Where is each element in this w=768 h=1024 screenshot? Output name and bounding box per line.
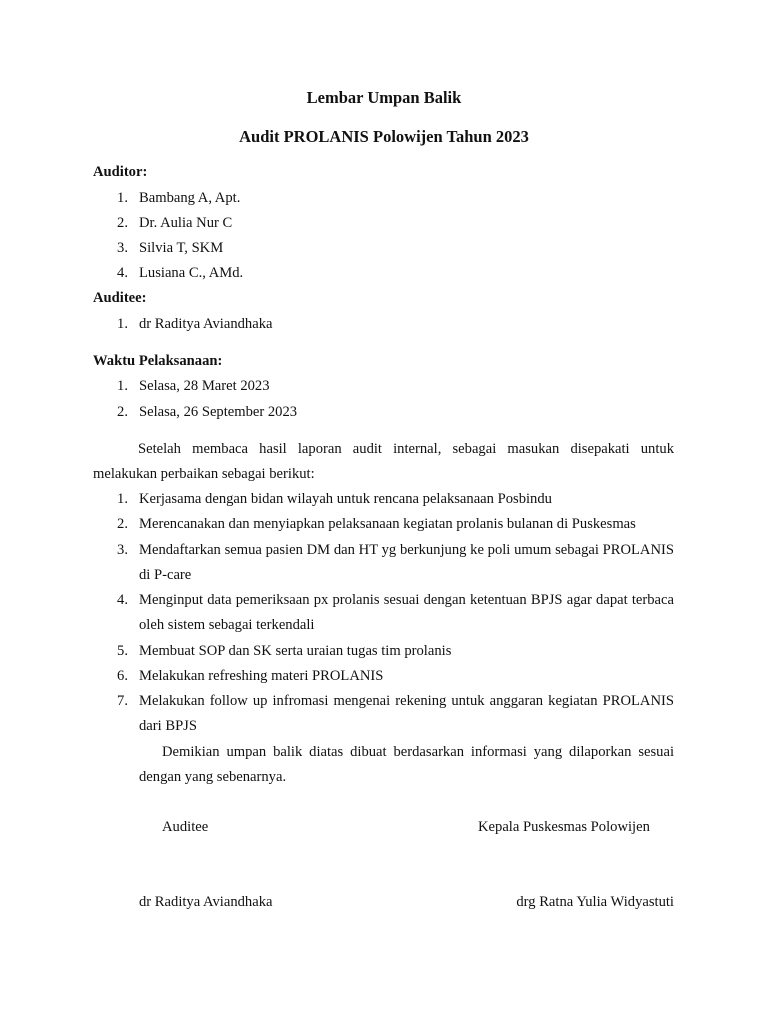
waktu-text: Selasa, 26 September 2023	[139, 404, 298, 420]
auditor-label: Auditor:	[93, 164, 148, 180]
finding-text: Kerjasama dengan bidan wilayah untuk rencana pelaksanaan Posbindu	[139, 491, 552, 507]
finding-text: Membuat SOP dan SK serta uraian tugas tim prolanis	[139, 643, 452, 659]
document-title: Lembar Umpan Balik	[306, 88, 462, 107]
auditor-name: Dr. Aulia Nur C	[139, 215, 233, 231]
finding-number: 2.	[117, 516, 128, 532]
closing-paragraph: Demikian umpan balik diatas dibuat berdasarkan informasi yang dilaporkan sesuai dengan yang sebenarnya.	[139, 744, 674, 785]
auditor-number: 2.	[117, 215, 128, 231]
auditee-label: Auditee:	[93, 290, 147, 306]
finding-text: Menginput data pemeriksaan px prolanis sesuai dengan ketentuan BPJS agar dapat terbaca oleh sistem sebagai terkendali	[139, 592, 674, 633]
finding-number: 5.	[117, 643, 128, 659]
finding-number: 7.	[117, 693, 128, 709]
waktu-text: Selasa, 28 Maret 2023	[139, 378, 270, 394]
auditee-name: dr Raditya Aviandhaka	[139, 316, 273, 332]
finding-text: Mendaftarkan semua pasien DM dan HT yg berkunjung ke poli umum sebagai PROLANIS di P-care	[139, 542, 674, 583]
waktu-number: 1.	[117, 378, 128, 394]
finding-number: 6.	[117, 668, 128, 684]
signature-left-name: dr Raditya Aviandhaka	[139, 894, 273, 910]
finding-number: 4.	[117, 592, 128, 608]
finding-text: Merencanakan dan menyiapkan pelaksanaan kegiatan prolanis bulanan di Puskesmas	[139, 516, 636, 532]
document-subtitle: Audit PROLANIS Polowijen Tahun 2023	[239, 127, 529, 146]
finding-text: Melakukan follow up infromasi mengenai rekening untuk anggaran kegiatan PROLANIS dari BPJS	[139, 693, 674, 734]
finding-number: 1.	[117, 491, 128, 507]
auditor-number: 1.	[117, 190, 128, 206]
auditor-name: Silvia T, SKM	[139, 240, 224, 256]
intro-paragraph: Setelah membaca hasil laporan audit internal, sebagai masukan disepakati untuk melakukan perbaikan sebagai berikut:	[93, 441, 674, 482]
auditor-number: 3.	[117, 240, 128, 256]
signature-right-name: drg Ratna Yulia Widyastuti	[516, 894, 674, 910]
finding-number: 3.	[117, 542, 128, 558]
finding-text: Melakukan refreshing materi PROLANIS	[139, 668, 384, 684]
auditor-number: 4.	[117, 265, 128, 281]
auditee-number: 1.	[117, 316, 128, 332]
signature-right-role: Kepala Puskesmas Polowijen	[478, 819, 650, 835]
auditor-name: Bambang A, Apt.	[139, 190, 241, 206]
waktu-label: Waktu Pelaksanaan:	[93, 353, 223, 369]
auditor-name: Lusiana C., AMd.	[139, 265, 244, 281]
signature-left-role: Auditee	[162, 819, 209, 835]
waktu-number: 2.	[117, 404, 128, 420]
